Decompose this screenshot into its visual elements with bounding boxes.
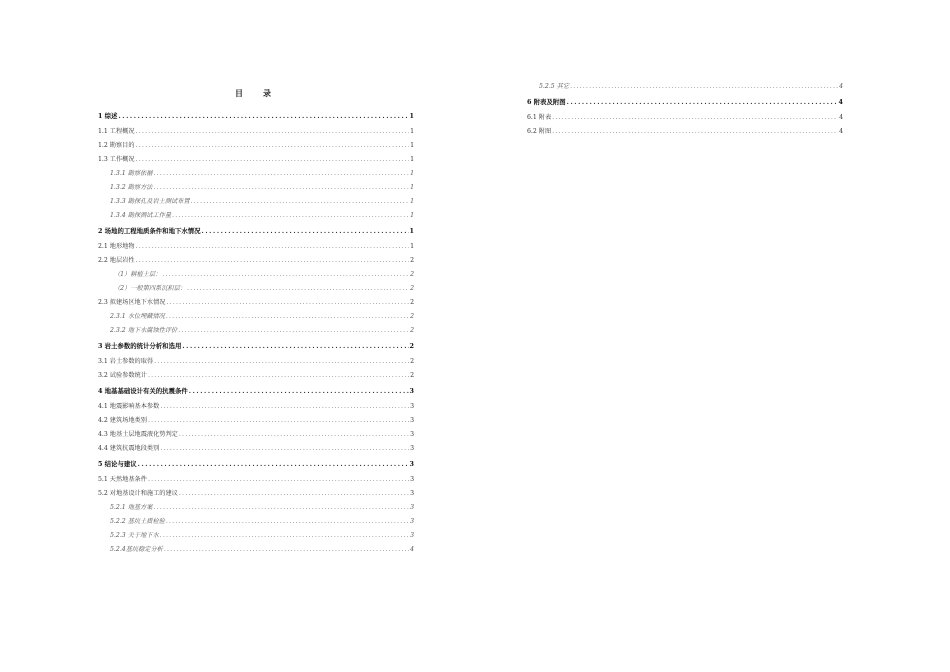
toc-leader-dots <box>136 142 410 150</box>
toc-entry[interactable] <box>527 98 843 106</box>
toc-entry[interactable] <box>527 128 843 136</box>
toc-leader-dots <box>160 532 409 540</box>
toc-entry[interactable] <box>98 112 414 120</box>
toc-entry-title: 3.2 试验参数统计 <box>98 372 147 379</box>
toc-leader-dots <box>160 445 409 453</box>
toc-entry-title: （1）耕植土层： <box>114 271 162 278</box>
toc-page-number: 2 <box>409 342 414 350</box>
toc-leader-dots <box>136 257 410 265</box>
toc-leader-dots <box>191 198 409 206</box>
toc-page-number: 2 <box>410 257 414 264</box>
toc-entry-title: 2.1 地形地物 <box>98 243 135 250</box>
toc-entry-title: 1.2 勘察目的 <box>98 142 135 149</box>
toc-entry-title: 1.1 工程概况 <box>98 128 135 135</box>
toc-leader-dots <box>567 98 838 106</box>
toc-entry-title: 5 结论与建议 <box>98 460 137 468</box>
toc-leader-dots <box>178 327 409 335</box>
toc-entry[interactable] <box>98 476 414 484</box>
toc-right-column <box>527 83 843 136</box>
toc-entry[interactable] <box>98 285 414 293</box>
toc-leader-dots <box>138 460 409 468</box>
toc-entry-title: 5.2.4基坑稳定分析 <box>110 546 163 553</box>
toc-entry[interactable] <box>98 417 414 425</box>
toc-leader-dots <box>179 490 409 498</box>
toc-entry[interactable] <box>527 114 843 122</box>
toc-entry-title: 6.2 附图 <box>527 128 552 135</box>
toc-page-number: 3 <box>410 490 414 497</box>
toc-entry[interactable] <box>98 243 414 251</box>
toc-entry[interactable] <box>98 271 414 279</box>
toc-title: 目 录 <box>235 88 277 98</box>
toc-page-number: 3 <box>410 532 414 539</box>
toc-entry[interactable] <box>98 342 414 350</box>
toc-entry-title: 4 地基基础设计有关的抗震条件 <box>98 387 188 395</box>
toc-entry[interactable] <box>98 372 414 380</box>
toc-entry[interactable] <box>98 212 414 220</box>
toc-page-number: 1 <box>410 128 414 135</box>
toc-page-number: 3 <box>410 403 414 410</box>
toc-entry[interactable] <box>98 257 414 265</box>
toc-leader-dots <box>162 271 409 279</box>
toc-leader-dots <box>153 170 409 178</box>
toc-leader-dots <box>167 299 410 307</box>
toc-entry[interactable] <box>98 403 414 411</box>
toc-entry-title: 4.3 地基土层地震液化势判定 <box>98 431 178 438</box>
toc-entry[interactable] <box>98 504 414 512</box>
toc-entry[interactable] <box>98 156 414 164</box>
toc-page-number: 1 <box>409 112 414 120</box>
toc-entry[interactable] <box>98 313 414 321</box>
toc-entry-title: 5.2.3 关于地下水 <box>110 532 159 539</box>
toc-page-number: 2 <box>410 313 414 320</box>
toc-leader-dots <box>172 212 409 220</box>
toc-leader-dots <box>154 358 409 366</box>
toc-page-number: 4 <box>839 83 843 90</box>
toc-leader-dots <box>179 431 409 439</box>
toc-leader-dots <box>182 342 408 350</box>
toc-leader-dots <box>160 403 409 411</box>
toc-entry-title: 5.2.5 其它 <box>539 83 570 90</box>
toc-leader-dots <box>148 476 409 484</box>
toc-entry-title: 5.2.1 地基方案 <box>110 504 153 511</box>
toc-entry-title: 1.3.2 勘察方法 <box>110 184 153 191</box>
toc-page-number: 1 <box>410 170 414 177</box>
toc-entry[interactable] <box>98 358 414 366</box>
toc-entry[interactable] <box>98 184 414 192</box>
toc-page-number: 3 <box>410 417 414 424</box>
toc-left-column <box>98 112 414 554</box>
toc-leader-dots <box>136 156 410 164</box>
toc-entry-title: 6 附表及附图 <box>527 98 566 106</box>
toc-page-number: 2 <box>410 327 414 334</box>
toc-page-number: 3 <box>410 431 414 438</box>
toc-page-number: 3 <box>410 518 414 525</box>
toc-entry[interactable] <box>98 142 414 150</box>
toc-entry[interactable] <box>98 532 414 540</box>
toc-entry-title: 3.1 岩土参数的取得 <box>98 358 154 365</box>
toc-page-number: 1 <box>410 243 414 250</box>
toc-page-number: 2 <box>410 271 414 278</box>
toc-page-number: 3 <box>410 504 414 511</box>
toc-entry-title: 4.2 建筑场地类别 <box>98 417 147 424</box>
toc-entry-title: （2）一般第四系沉积层： <box>114 285 186 292</box>
toc-leader-dots <box>166 518 409 526</box>
toc-entry-title: 1.3.4 勘探测试工作量 <box>110 212 172 219</box>
toc-leader-dots <box>552 128 838 136</box>
toc-entry-title: 2.2 地层岩性 <box>98 257 135 264</box>
toc-page-number: 1 <box>410 156 414 163</box>
toc-entry-title: 2 场地的工程地质条件和地下水情况 <box>98 227 201 235</box>
toc-page-number: 2 <box>410 358 414 365</box>
toc-page-number: 3 <box>409 460 414 468</box>
toc-page-number: 4 <box>410 546 414 553</box>
toc-entry[interactable] <box>98 518 414 526</box>
toc-page-number: 1 <box>410 184 414 191</box>
toc-entry-title: 2.3 拟建场区地下水情况 <box>98 299 166 306</box>
toc-leader-dots <box>153 504 409 512</box>
toc-entry[interactable] <box>98 198 414 206</box>
toc-entry-title: 1 综述 <box>98 112 118 120</box>
toc-entry[interactable] <box>527 83 843 91</box>
toc-entry[interactable] <box>98 445 414 453</box>
toc-leader-dots <box>148 372 409 380</box>
toc-leader-dots <box>164 546 409 554</box>
toc-entry-title: 1.3 工作概况 <box>98 156 135 163</box>
toc-page-number: 2 <box>410 299 414 306</box>
toc-leader-dots <box>136 128 410 136</box>
toc-entry[interactable] <box>98 460 414 468</box>
toc-entry[interactable] <box>98 387 414 395</box>
toc-leader-dots <box>166 313 409 321</box>
toc-entry[interactable] <box>98 431 414 439</box>
toc-entry-title: 4.1 地震影响基本参数 <box>98 403 160 410</box>
toc-page-number: 1 <box>410 212 414 219</box>
toc-leader-dots <box>136 243 410 251</box>
toc-entry-title: 2.3.1 水位埋藏情况 <box>110 313 165 320</box>
toc-entry-title: 1.3.3 勘探孔及岩土测试布置 <box>110 198 190 205</box>
toc-leader-dots <box>187 285 409 293</box>
toc-entry[interactable] <box>98 490 414 498</box>
toc-page-number: 1 <box>410 198 414 205</box>
toc-entry-title: 5.2 对地基设计和施工的建议 <box>98 490 178 497</box>
toc-entry-title: 2.3.2 地下水腐蚀性评价 <box>110 327 178 334</box>
toc-page-number: 3 <box>409 387 414 395</box>
toc-leader-dots <box>153 184 409 192</box>
toc-page-number: 1 <box>409 227 414 235</box>
toc-leader-dots <box>189 387 409 395</box>
toc-page-number: 3 <box>410 445 414 452</box>
toc-entry[interactable] <box>98 170 414 178</box>
toc-entry[interactable] <box>98 327 414 335</box>
toc-entry-title: 5.1 天然地基条件 <box>98 476 147 483</box>
toc-entry-title: 5.2.2 基坑土质检验 <box>110 518 165 525</box>
toc-leader-dots <box>118 112 408 120</box>
toc-entry-title: 4.4 建筑抗震地段类别 <box>98 445 160 452</box>
toc-entry[interactable] <box>98 128 414 136</box>
toc-page-number: 1 <box>410 142 414 149</box>
toc-page-number: 4 <box>838 98 843 106</box>
toc-page-number: 4 <box>839 114 843 121</box>
toc-entry-title: 6.1 附表 <box>527 114 552 121</box>
toc-leader-dots <box>202 227 409 235</box>
toc-entry[interactable] <box>98 227 414 235</box>
toc-page-number: 4 <box>839 128 843 135</box>
toc-leader-dots <box>148 417 409 425</box>
toc-entry-title: 1.3.1 勘察依据 <box>110 170 153 177</box>
toc-entry-title: 3 岩土参数的统计分析和选用 <box>98 342 182 350</box>
toc-leader-dots <box>552 114 838 122</box>
toc-entry[interactable] <box>98 546 414 554</box>
toc-entry[interactable] <box>98 299 414 307</box>
toc-page-number: 2 <box>410 372 414 379</box>
toc-page-number: 2 <box>410 285 414 292</box>
toc-leader-dots <box>570 83 838 91</box>
toc-page-number: 3 <box>410 476 414 483</box>
